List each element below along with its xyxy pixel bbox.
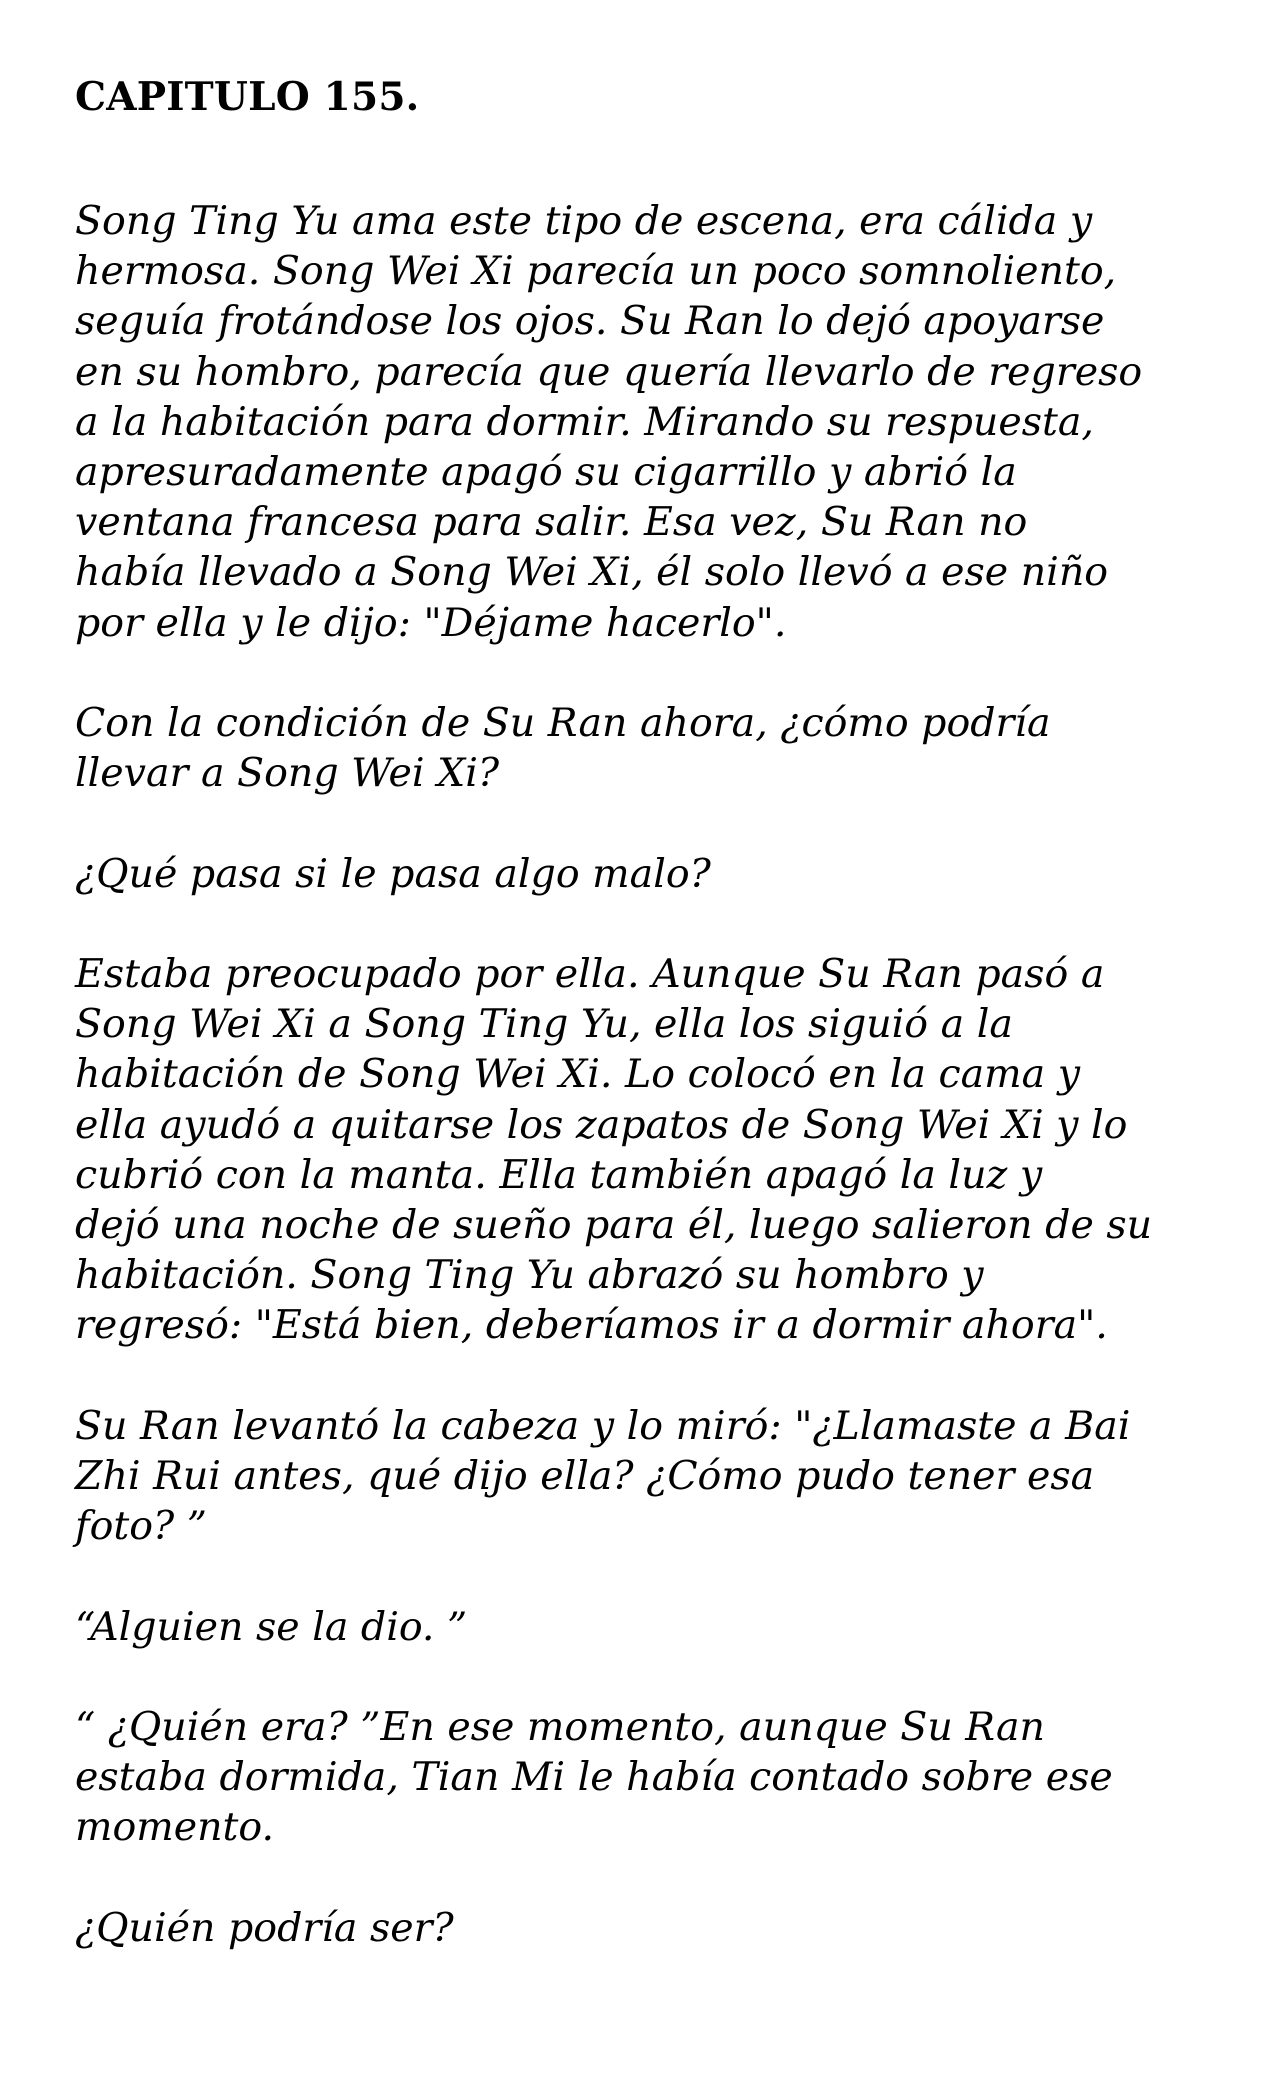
document-page: [75, 72, 1210, 2003]
paragraph-6: “Alguien se la dio. ”: [75, 1603, 468, 1650]
paragraph-1: Song Ting Yu ama este tipo de escena, era cálida y hermosa. Song Wei Xi parecía un poco somnoliento, seguía frotándose los ojos. Su Ran lo dejó apoyarse en su hombro, parecía que quería llevarlo de regreso a la habitación para dormir. Mirando su respuesta, apresuradamente apagó su cigarrillo y abrió la ventana francesa para salir. Esa vez, Su Ran no había llevado a Song Wei Xi, él solo llevó a ese niño por ella y le dijo: "Déjame hacerlo".: [75, 198, 1143, 646]
paragraph-2: Con la condición de Su Ran ahora, ¿cómo podría llevar a Song Wei Xi?: [75, 700, 1051, 797]
chapter-title: CAPITULO 155.: [75, 74, 420, 120]
paragraph-8: ¿Quién podría ser?: [75, 1904, 454, 1951]
paragraph-3: ¿Qué pasa si le pasa algo malo?: [75, 850, 711, 897]
paragraph-4: Estaba preocupado por ella. Aunque Su Ran pasó a Song Wei Xi a Song Ting Yu, ella los siguió a la habitación de Song Wei Xi. Lo colocó en la cama y ella ayudó a quitarse los zapatos de Song Wei Xi y lo cubrió con la manta. Ella también apagó la luz y dejó una noche de sueño para él, luego salieron de su habitación. Song Ting Yu abrazó su hombro y regresó: "Está bien, deberíamos ir a dormir ahora".: [75, 951, 1153, 1349]
paragraph-5: Su Ran levantó la cabeza y lo miró: "¿Llamaste a Bai Zhi Rui antes, qué dijo ella? ¿Cómo pudo tener esa foto? ”: [75, 1402, 1131, 1550]
paragraph-7: “ ¿Quién era? ”En ese momento, aunque Su Ran estaba dormida, Tian Mi le había contado sobre ese momento.: [75, 1704, 1113, 1851]
